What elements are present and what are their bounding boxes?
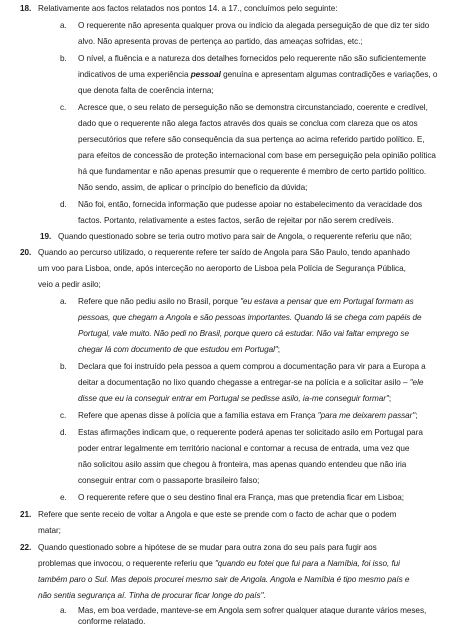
item-number: 22.	[20, 543, 32, 552]
subitem-label: a.	[60, 21, 67, 30]
subitem-label: a.	[60, 297, 67, 306]
paragraph-line: conforme relatado.	[78, 617, 146, 626]
paragraph-line: Quando questionado sobre se teria outro motivo para sair de Angola, o requerente referiu que não;	[58, 232, 412, 241]
paragraph-line: indicativos de uma experiência pessoal genuína e apresentam algumas contradições e variações, o	[78, 70, 438, 79]
paragraph-line: Estas afirmações indicam que, o requerente poderá apenas ter solicitado asilo em Portugal para	[78, 428, 423, 437]
quote-line: chegar lá com documento de que estudou em Portugal";	[78, 345, 280, 354]
paragraph-line: Acresce que, o seu relato de perseguição não se demonstra circunstanciado, coerente e credível,	[78, 103, 428, 112]
paragraph-line: Declara que foi instruído pela pessoa a quem comprou a documentação para vir para a Europa a	[78, 362, 426, 371]
paragraph-line: alvo. Não apresenta provas de pertença ao partido, das ameaças sofridas, etc.;	[78, 37, 363, 46]
subitem-label: b.	[60, 362, 67, 371]
paragraph-line: problemas que invocou, o requerente referiu que "quando eu fotei que fui para a Namíbia, foi isso, fui	[38, 559, 400, 568]
subitem-label: d.	[60, 200, 67, 209]
item-number: 19.	[40, 232, 52, 241]
paragraph-line: persecutórios que refere são consequência da sua pertença ao acima referido partido político. E,	[78, 135, 425, 144]
paragraph-line: não solicitou asilo assim que chegou à fronteira, mas apenas quando entendeu que não iria	[78, 460, 407, 469]
item-number: 18.	[20, 4, 32, 13]
paragraph-line: que denota falta de coerência interna;	[78, 86, 214, 95]
paragraph-line: poder entrar legalmente em território nacional e contornar a recusa de entrada, uma vez que	[78, 444, 410, 453]
paragraph-line: O requerente não apresenta qualquer prova ou indício da alegada perseguição de que diz ter sido	[78, 21, 430, 30]
paragraph-line: Quando ao percurso utilizado, o requerente refere ter saído de Angola para São Paulo, tendo apanhado	[38, 248, 410, 257]
subitem-label: c.	[60, 103, 67, 112]
paragraph-line: há que fundamentar e não apenas presumir que o requerente é membro de certo partido político.	[78, 167, 427, 176]
subitem-label: d.	[60, 428, 67, 437]
paragraph-line: factos. Portanto, relativamente a estes factos, serão de rejeitar por não serem credíveis.	[78, 216, 394, 225]
item-number: 21.	[20, 510, 32, 519]
paragraph-line: Não foi, então, fornecida informação que pudesse apoiar no estabelecimento da veracidade dos	[78, 200, 423, 209]
quote-line: pessoas, que chegam a Angola e são pessoas importantes. Quando lá se chega com papéis de	[78, 313, 422, 322]
paragraph-line: Relativamente aos factos relatados nos pontos 14. a 17., concluímos pelo seguinte:	[38, 4, 338, 13]
paragraph-line: Refere que não pediu asilo no Brasil, porque "eu estava a pensar que em Portugal formam as	[78, 297, 414, 306]
paragraph-line: Não sendo, assim, de aplicar o princípio do benefício da dúvida;	[78, 183, 308, 192]
paragraph-line: Mas, em boa verdade, manteve-se em Angola sem sofrer qualquer ataque durante vários meses,	[78, 606, 427, 615]
paragraph-line: Quando questionado sobre a hipótese de se mudar para outra zona do seu país para fugir aos	[38, 543, 377, 552]
quote-line: disse que eu ia conseguir entrar em Portugal se pedisse asilo, ia-me conseguir formar";	[78, 394, 392, 403]
paragraph-line: veio a pedir asilo;	[38, 280, 101, 289]
paragraph-line: Refere que sente receio de voltar a Angola e que este se prende com o facto de achar que o podem	[38, 510, 397, 519]
paragraph-line: conseguir entrar com o passaporte brasileiro falso;	[78, 476, 260, 485]
paragraph-line: O nível, a fluência e a natureza dos detalhes fornecidos pelo requerente não são suficientemente	[78, 54, 426, 63]
item-number: 20.	[20, 248, 32, 257]
paragraph-line: um voo para Lisboa, onde, após interceção no aeroporto de Lisboa pela Polícia de Segurança Pública,	[38, 264, 406, 273]
subitem-label: e.	[60, 493, 67, 502]
paragraph-line: matar;	[38, 526, 61, 535]
paragraph-line: para efeitos de concessão de proteção internacional com base em perseguição pela opinião política	[78, 151, 436, 160]
quote-line: não sentia segurança aí. Tinha de procurar ficar longe do país".	[38, 591, 266, 600]
subitem-label: c.	[60, 411, 67, 420]
quote-line: Portugal, vale muito. Não pedi no Brasil, porque quero cá estudar. Não vai faltar emprego se	[78, 329, 409, 338]
quote-line: também paro o Sul. Mas depois procurei mesmo sair de Angola. Angola e Namíbia é tipo mesmo país e	[38, 575, 410, 584]
paragraph-line: O requerente refere que o seu destino final era França, mas que pretendia ficar em Lisboa;	[78, 493, 404, 502]
subitem-label: b.	[60, 54, 67, 63]
paragraph-line: dado que o requerente não alega factos através dos quais se conclua com clareza que os atos	[78, 119, 418, 128]
paragraph-line: Refere que apenas disse à polícia que a família estava em França "para me deixarem passar";	[78, 411, 418, 420]
subitem-label: a.	[60, 606, 67, 615]
paragraph-line: deitar a documentação no lixo quando chegasse a entregar-se na polícia e a solicitar asilo – "ele	[78, 378, 424, 387]
